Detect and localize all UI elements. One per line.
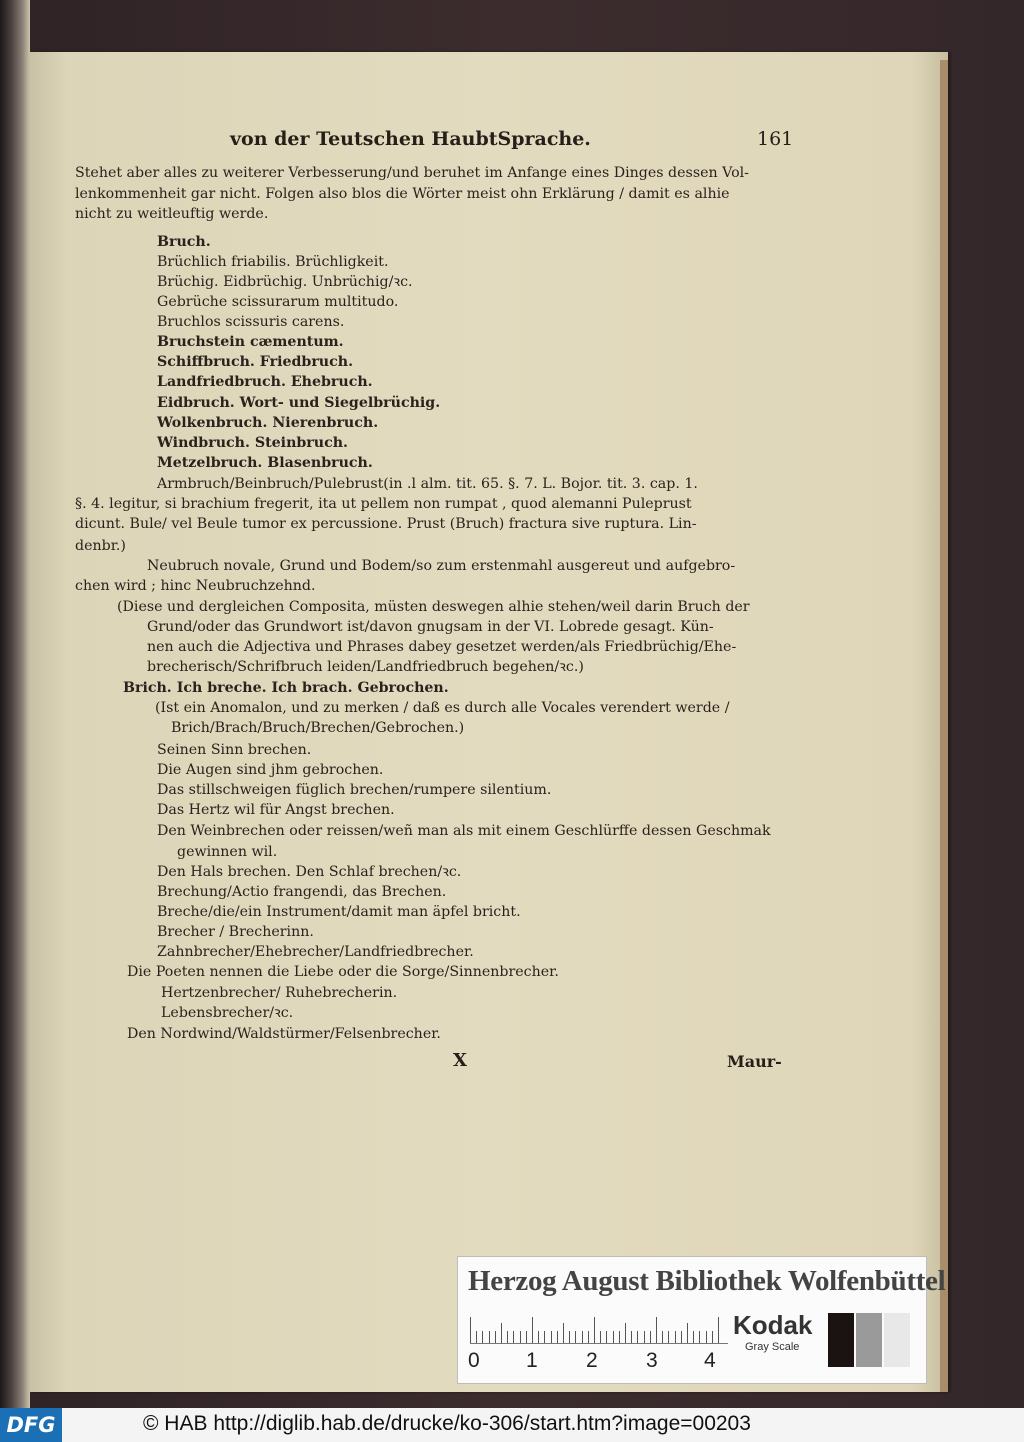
text-line: Den Weinbrechen oder reissen/weñ man als mit einem Geschlürffe dessen Geschmak (157, 823, 771, 839)
ruler-tick (712, 1331, 713, 1343)
ruler-tick (613, 1331, 614, 1343)
ruler-number: 2 (586, 1349, 598, 1372)
text-line: dicunt. Bule/ vel Beule tumor ex percussione. Prust (Bruch) fractura sive ruptura. Lin- (75, 516, 697, 532)
text-line: Lebensbrecher/ꝛc. (161, 1005, 294, 1021)
library-name: Herzog August Bibliothek Wolfenbüttel (468, 1265, 946, 1297)
text-line: Armbruch/Beinbruch/Pulebrust(in .l alm. tit. 65. §. 7. L. Bojor. tit. 3. cap. 1. (157, 476, 698, 492)
ruler-tick (489, 1331, 490, 1343)
ruler-tick (693, 1331, 694, 1343)
ruler-tick (582, 1331, 583, 1343)
text-line: Seinen Sinn brechen. (157, 742, 312, 758)
ruler-number: 0 (468, 1349, 480, 1372)
text-line: denbr.) (75, 538, 126, 554)
text-line: Bruchstein cæmentum. (157, 334, 344, 350)
gray-swatch-black (828, 1313, 854, 1367)
gray-swatch-light (884, 1313, 910, 1367)
ruler-tick (656, 1317, 657, 1343)
ruler-tick (520, 1331, 521, 1343)
ruler-tick (619, 1331, 620, 1343)
ruler-tick (526, 1331, 527, 1343)
text-line: Bruchlos scissuris carens. (157, 314, 345, 330)
running-header: von der Teutschen HaubtSprache. (230, 128, 591, 150)
gray-scale-label: Gray Scale (745, 1341, 800, 1353)
ruler-tick (644, 1331, 645, 1343)
text-line: lenkommenheit gar nicht. Folgen also blos die Wörter meist ohn Erklärung / damit es alhie (75, 186, 730, 202)
text-line: Metzelbruch. Blasenbruch. (157, 455, 373, 471)
ruler-tick (513, 1331, 514, 1343)
viewer-footer (0, 1408, 1024, 1442)
ruler-baseline (470, 1343, 728, 1344)
text-line: §. 4. legitur, si brachium fregerit, ita ut pellem non rumpat , quod alemanni Puleprust (75, 496, 692, 512)
ruler-tick (501, 1323, 502, 1343)
ruler-tick (637, 1331, 638, 1343)
ruler-tick (687, 1323, 688, 1343)
ruler-tick (551, 1331, 552, 1343)
ruler-tick (625, 1323, 626, 1343)
text-line: nen auch die Adjectiva und Phrases dabey gesetzet werden/als Friedbrüchig/Ehe- (147, 639, 737, 655)
text-line: Brechung/Actio frangendi, das Brechen. (157, 884, 447, 900)
text-line: Das Hertz wil für Angst brechen. (157, 802, 395, 818)
text-line: chen wird ; hinc Neubruchzehnd. (75, 578, 316, 594)
gray-swatch-mid (856, 1313, 882, 1367)
ruler-number: 4 (704, 1349, 716, 1372)
signature-mark: X (453, 1050, 467, 1071)
ruler-tick (476, 1331, 477, 1343)
text-line: Den Hals brechen. Den Schlaf brechen/ꝛc. (157, 864, 462, 880)
text-line: Hertzenbrecher/ Ruhebrecherin. (161, 985, 398, 1001)
ruler-number: 3 (646, 1349, 658, 1372)
catchword: Maur- (727, 1052, 782, 1071)
ruler-tick (699, 1331, 700, 1343)
ruler-tick (606, 1331, 607, 1343)
ruler-tick (482, 1331, 483, 1343)
text-line: Das stillschweigen füglich brechen/rumpere silentium. (157, 782, 552, 798)
ruler-tick (718, 1317, 719, 1343)
text-line: Brecher / Brecherinn. (157, 924, 314, 940)
text-line: Brüchlich friabilis. Brüchligkeit. (157, 254, 389, 270)
ruler-tick (575, 1331, 576, 1343)
text-line: Wolkenbruch. Nierenbruch. (157, 415, 379, 431)
ruler-scale (470, 1309, 728, 1345)
text-line: Die Augen sind jhm gebrochen. (157, 762, 384, 778)
text-line: (Diese und dergleichen Composita, müsten deswegen alhie stehen/weil darin Bruch der (117, 599, 750, 615)
text-line: Die Poeten nennen die Liebe oder die Sorge/Sinnenbrecher. (127, 964, 559, 980)
text-line: Den Nordwind/Waldstürmer/Felsenbrecher. (127, 1026, 441, 1042)
text-line: Schiffbruch. Friedbruch. (157, 354, 354, 370)
ruler-tick (668, 1331, 669, 1343)
ruler-tick (557, 1331, 558, 1343)
text-line: Grund/oder das Grundwort ist/davon gnugsam in der VI. Lobrede gesagt. Kün- (147, 619, 714, 635)
text-line: Zahnbrecher/Ehebrecher/Landfriedbrecher. (157, 944, 474, 960)
ruler-tick (662, 1331, 663, 1343)
copyright-link[interactable]: © HAB http://diglib.hab.de/drucke/ko-306/start.htm?image=00203 (143, 1412, 751, 1435)
book-left-edge (0, 0, 30, 1408)
library-color-card (457, 1256, 946, 1384)
ruler-tick (470, 1317, 471, 1343)
dfg-logo: DFG (0, 1408, 62, 1442)
kodak-logo: Kodak (733, 1310, 813, 1340)
text-line: Neubruch novale, Grund und Bodem/so zum erstenmahl ausgereut und aufgebro- (147, 558, 736, 574)
ruler-tick (706, 1331, 707, 1343)
text-line: nicht zu weitleuftig werde. (75, 206, 269, 222)
ruler-tick (563, 1323, 564, 1343)
ruler-tick (631, 1331, 632, 1343)
ruler-tick (532, 1317, 533, 1343)
ruler-tick (544, 1331, 545, 1343)
ruler-tick (675, 1331, 676, 1343)
ruler-number: 1 (526, 1349, 538, 1372)
text-line: Eidbruch. Wort- und Siegelbrüchig. (157, 395, 441, 411)
text-line: Bruch. (157, 234, 211, 250)
text-line: Windbruch. Steinbruch. (157, 435, 348, 451)
text-line: Stehet aber alles zu weiterer Verbesserung/und beruhet im Anfange eines Dinges dessen Vol- (75, 165, 749, 181)
text-line: Gebrüche scissurarum multitudo. (157, 294, 399, 310)
ruler-tick (650, 1331, 651, 1343)
text-line: Landfriedbruch. Ehebruch. (157, 374, 373, 390)
text-line: Brich/Brach/Bruch/Brechen/Gebrochen.) (171, 720, 465, 736)
page-right-edge (940, 60, 948, 1392)
page-number: 161 (757, 128, 794, 150)
ruler-tick (569, 1331, 570, 1343)
ruler-tick (538, 1331, 539, 1343)
ruler-tick (495, 1331, 496, 1343)
text-line: Breche/die/ein Instrument/damit man äpfel bricht. (157, 904, 521, 920)
text-line: gewinnen wil. (177, 844, 278, 860)
text-line: Brüchig. Eidbrüchig. Unbrüchig/ꝛc. (157, 274, 413, 290)
ruler-tick (600, 1331, 601, 1343)
text-line: (Ist ein Anomalon, und zu merken / daß es durch alle Vocales verendert werde / (155, 700, 730, 716)
ruler-tick (507, 1331, 508, 1343)
text-line: brecherisch/Schrifbruch leiden/Landfriedbruch begehen/ꝛc.) (147, 659, 584, 675)
ruler-tick (681, 1331, 682, 1343)
text-line: Brich. Ich breche. Ich brach. Gebrochen. (123, 680, 449, 696)
ruler-tick (588, 1331, 589, 1343)
ruler-tick (594, 1317, 595, 1343)
